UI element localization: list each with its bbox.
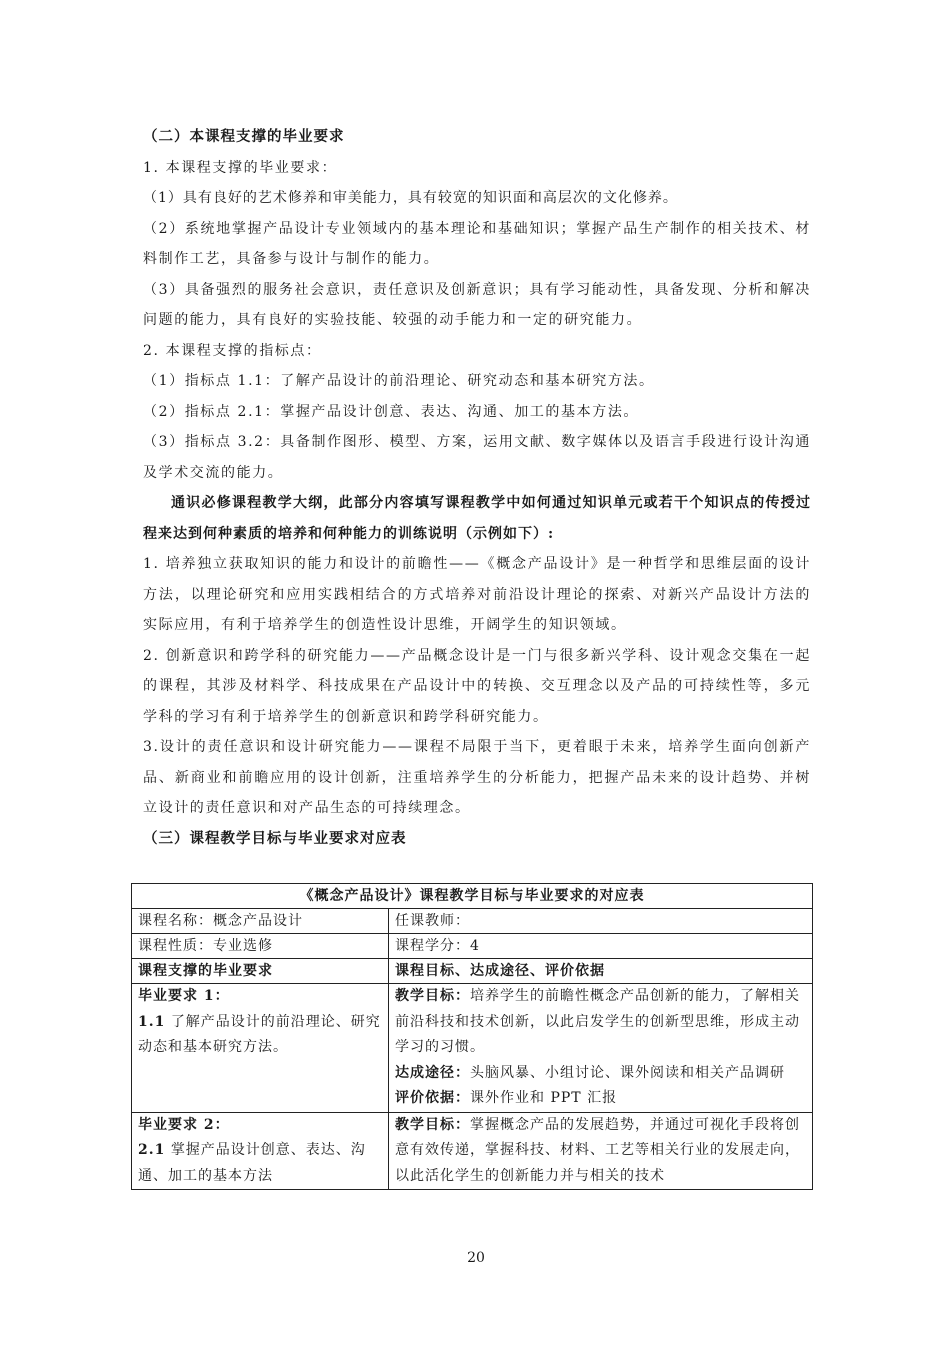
course-nature-cell: 课程性质：专业选修 [132,934,389,959]
table-caption: 《概念产品设计》课程教学目标与毕业要求的对应表 [132,884,813,909]
course-name-cell: 课程名称：概念产品设计 [132,909,389,934]
paragraph-indicators-intro: 2. 本课程支撑的指标点： [143,342,322,359]
goal-2-label: 教学目标： [395,1116,470,1133]
paragraph-example-3: 3.设计的责任意识和设计研究能力——课程不局限于当下，更着眼于未来，培养学生面向创新产品、新商业和前瞻应用的设计创新，注重培养学生的分析能力，把握产品未来的设计趋势、并树立设计的责任意识和对产品生态的可持续理念。 [143,739,811,816]
requirement-1-title: 毕业要求 1： [138,988,230,1004]
mapping-table [131,883,813,1190]
paragraph-indicator-3-2: （3）指标点 3.2：具备制作图形、模型、方案，运用文献、数字媒体以及语言手段进行设计沟通及学术交流的能力。 [143,434,811,481]
col-header-requirements: 课程支撑的毕业要求 [132,959,389,984]
evaluation-1-label: 评价依据： [395,1090,470,1106]
goal-1-label: 教学目标： [395,988,470,1004]
requirement-1-number: 1.1 [138,1013,166,1030]
goal-2-teaching: 教学目标：掌握概念产品的发展趋势，并通过可视化手段将创意有效传递，掌握科技、材料、工艺等相关行业的发展走向，以此活化学生的创新能力并与相关的技术 [395,1116,800,1184]
credits-cell: 课程学分：4 [389,934,813,959]
paragraph-example-2: 2. 创新意识和跨学科的研究能力——产品概念设计是一门与很多新兴学科、设计观念交集在一起的课程，其涉及材料学、科技成果在产品设计中的转换、交互理念以及产品的可持续性等，多元学科的学习有利于培养学生的创新意识和跨学科研究能力。 [143,647,811,725]
paragraph-requirement-3: （3）具备强烈的服务社会意识，责任意识及创新意识；具有学习能动性，具备发现、分析和解决问题的能力，具有良好的实验技能、较强的动手能力和一定的研究能力。 [143,281,811,328]
section-heading-mapping-table: （三）课程教学目标与毕业要求对应表 [143,829,407,847]
goal-1-cell [389,984,813,1113]
requirement-1-cell [132,984,389,1113]
requirement-2-text: 2.1 掌握产品设计创意、表达、沟通、加工的基本方法 [138,1142,366,1184]
goal-2-cell [389,1112,813,1190]
paragraph-indicator-2-1: （2）指标点 2.1：掌握产品设计创意、表达、沟通、加工的基本方法。 [143,403,640,420]
paragraph-indicator-1-1: （1）指标点 1.1：了解产品设计的前沿理论、研究动态和基本研究方法。 [143,373,655,389]
paragraph-instruction-note: 通识必修课程教学大纲，此部分内容填写课程教学中如何通过知识单元或若干个知识点的传授过程来达到何种素质的培养和何种能力的训练说明（示例如下）: [143,495,811,542]
teacher-cell: 任课教师： [389,909,813,934]
page-number: 20 [467,1250,485,1266]
goal-1-evaluation: 评价依据：课外作业和 PPT 汇报 [395,1090,618,1106]
col-header-goals: 课程目标、达成途径、评价依据 [389,959,813,984]
paragraph-requirements-intro: 1. 本课程支撑的毕业要求： [143,159,338,176]
requirement-2-cell [132,1112,389,1190]
requirement-2-title: 毕业要求 2： [138,1116,230,1133]
paragraph-requirement-1: （1）具有良好的艺术修养和审美能力，具有较宽的知识面和高层次的文化修养。 [143,190,678,206]
approach-1-label: 达成途径： [395,1064,470,1081]
requirement-1-text: 1.1 了解产品设计的前沿理论、研究动态和基本研究方法。 [138,1013,381,1055]
paragraph-example-1: 1. 培养独立获取知识的能力和设计的前瞻性——《概念产品设计》是一种哲学和思维层面的设计方法，以理论研究和应用实践相结合的方式培养对前沿设计理论的探索、对新兴产品设计方法的实际应用，有利于培养学生的创造性设计思维，开阔学生的知识领域。 [143,556,811,633]
page-body [143,122,811,854]
goal-1-approach: 达成途径：头脑风暴、小组讨论、课外阅读和相关产品调研 [395,1064,785,1081]
requirement-2-number: 2.1 [138,1142,166,1158]
paragraph-requirement-2: （2）系统地掌握产品设计专业领域内的基本理论和基础知识；掌握产品生产制作的相关技术、材料制作工艺，具备参与设计与制作的能力。 [143,220,811,267]
goal-1-teaching: 教学目标：培养学生的前瞻性概念产品创新的能力，了解相关前沿科技和技术创新，以此启发学生的创新型思维，形成主动学习的习惯。 [395,988,800,1055]
section-heading-graduation-requirements: （二）本课程支撑的毕业要求 [143,128,345,145]
